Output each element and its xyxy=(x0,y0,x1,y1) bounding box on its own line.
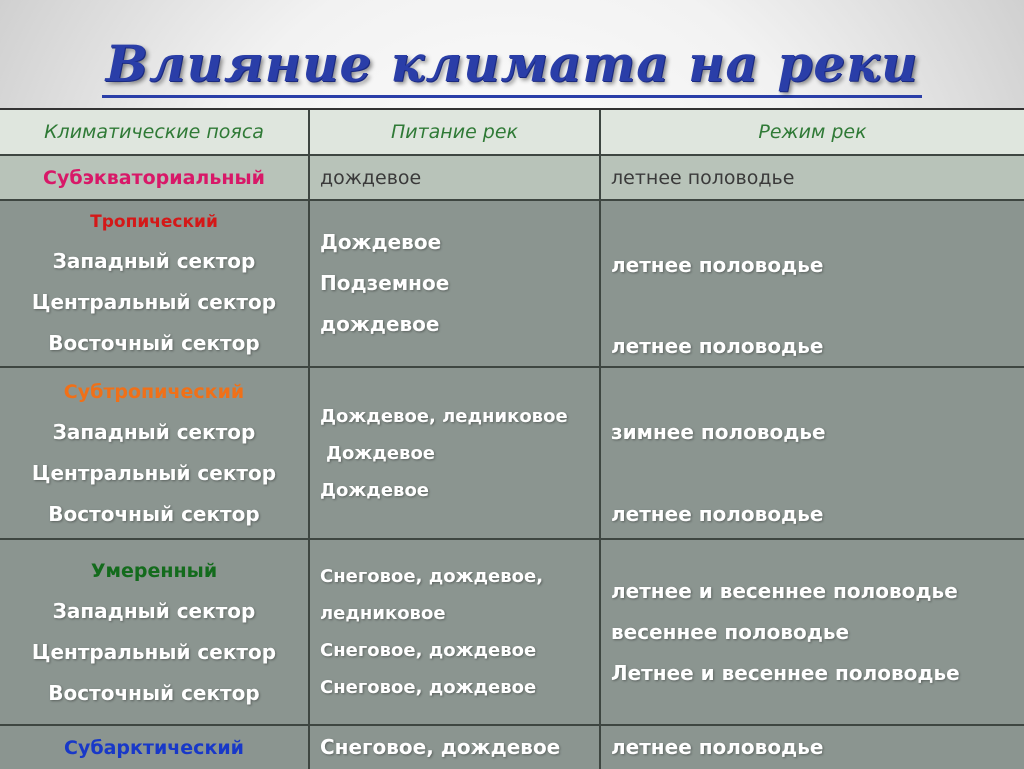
feed-tropical-1: Дождевое xyxy=(320,230,442,254)
regime-subequatorial: летнее половодье xyxy=(611,166,795,189)
zone-tropical: Тропический xyxy=(90,212,218,232)
page-title-text: Влияние климата на реки xyxy=(102,34,923,98)
header-climate-zones: Климатические пояса xyxy=(0,110,310,154)
sector-west: Западный сектор xyxy=(52,249,256,273)
table-row-tropical xyxy=(0,201,1024,368)
zone-temperate: Умеренный xyxy=(90,559,218,582)
table-row-temperate xyxy=(0,540,1024,726)
zone-subarctic: Субарктический xyxy=(64,736,244,759)
feed-temperate-2: ледниковое xyxy=(320,603,446,624)
sector-east: Восточный сектор xyxy=(48,501,260,526)
regime-tropical-1: летнее половодье xyxy=(611,253,824,277)
regime-temperate-1: летнее и весеннее половодье xyxy=(611,578,958,603)
regime-temperate-2: весеннее половодье xyxy=(611,619,850,644)
zone-subtropical: Субтропический xyxy=(63,380,245,403)
table-row-subarctic xyxy=(0,726,1024,769)
feed-temperate-3: Снеговое, дождевое xyxy=(320,640,537,661)
feed-tropical-2: Подземное xyxy=(320,271,450,295)
feed-subequatorial: дождевое xyxy=(310,156,601,199)
sector-east: Восточный сектор xyxy=(48,680,260,705)
climate-rivers-table xyxy=(0,108,1024,767)
sector-central: Центральный сектор xyxy=(31,290,277,314)
zone-subequatorial: Субэкваториальный xyxy=(43,166,265,189)
header-river-regime: Режим рек xyxy=(758,121,867,143)
regime-temperate-3: Летнее и весеннее половодье xyxy=(611,660,960,685)
regime-subtropical-2: летнее половодье xyxy=(611,502,824,526)
table-row-subtropical xyxy=(0,368,1024,540)
header-river-feeding: Питание рек xyxy=(310,110,601,154)
feed-temperate-1: Снеговое, дождевое, xyxy=(320,566,544,587)
feed-subtropical-2: Дождевое xyxy=(326,442,436,464)
feed-temperate-4: Снеговое, дождевое xyxy=(320,677,537,698)
feed-subtropical-3: Дождевое xyxy=(320,479,430,501)
feed-subtropical-1: Дождевое, ледниковое xyxy=(320,405,568,427)
sector-central: Центральный сектор xyxy=(31,639,277,664)
sector-west: Западный сектор xyxy=(52,598,256,623)
feed-tropical-3: дождевое xyxy=(320,312,440,336)
sector-central: Центральный сектор xyxy=(31,460,277,485)
page-title xyxy=(0,24,1024,104)
regime-tropical-2: летнее половодье xyxy=(611,334,824,358)
sector-west: Западный сектор xyxy=(52,419,256,444)
sector-east: Восточный сектор xyxy=(48,331,260,355)
regime-subtropical-1: зимнее половодье xyxy=(611,420,826,444)
table-header-row xyxy=(0,110,1024,156)
regime-subarctic: летнее половодье xyxy=(611,735,824,759)
table-row-subequatorial xyxy=(0,156,1024,201)
feed-subarctic: Снеговое, дождевое xyxy=(320,735,561,759)
